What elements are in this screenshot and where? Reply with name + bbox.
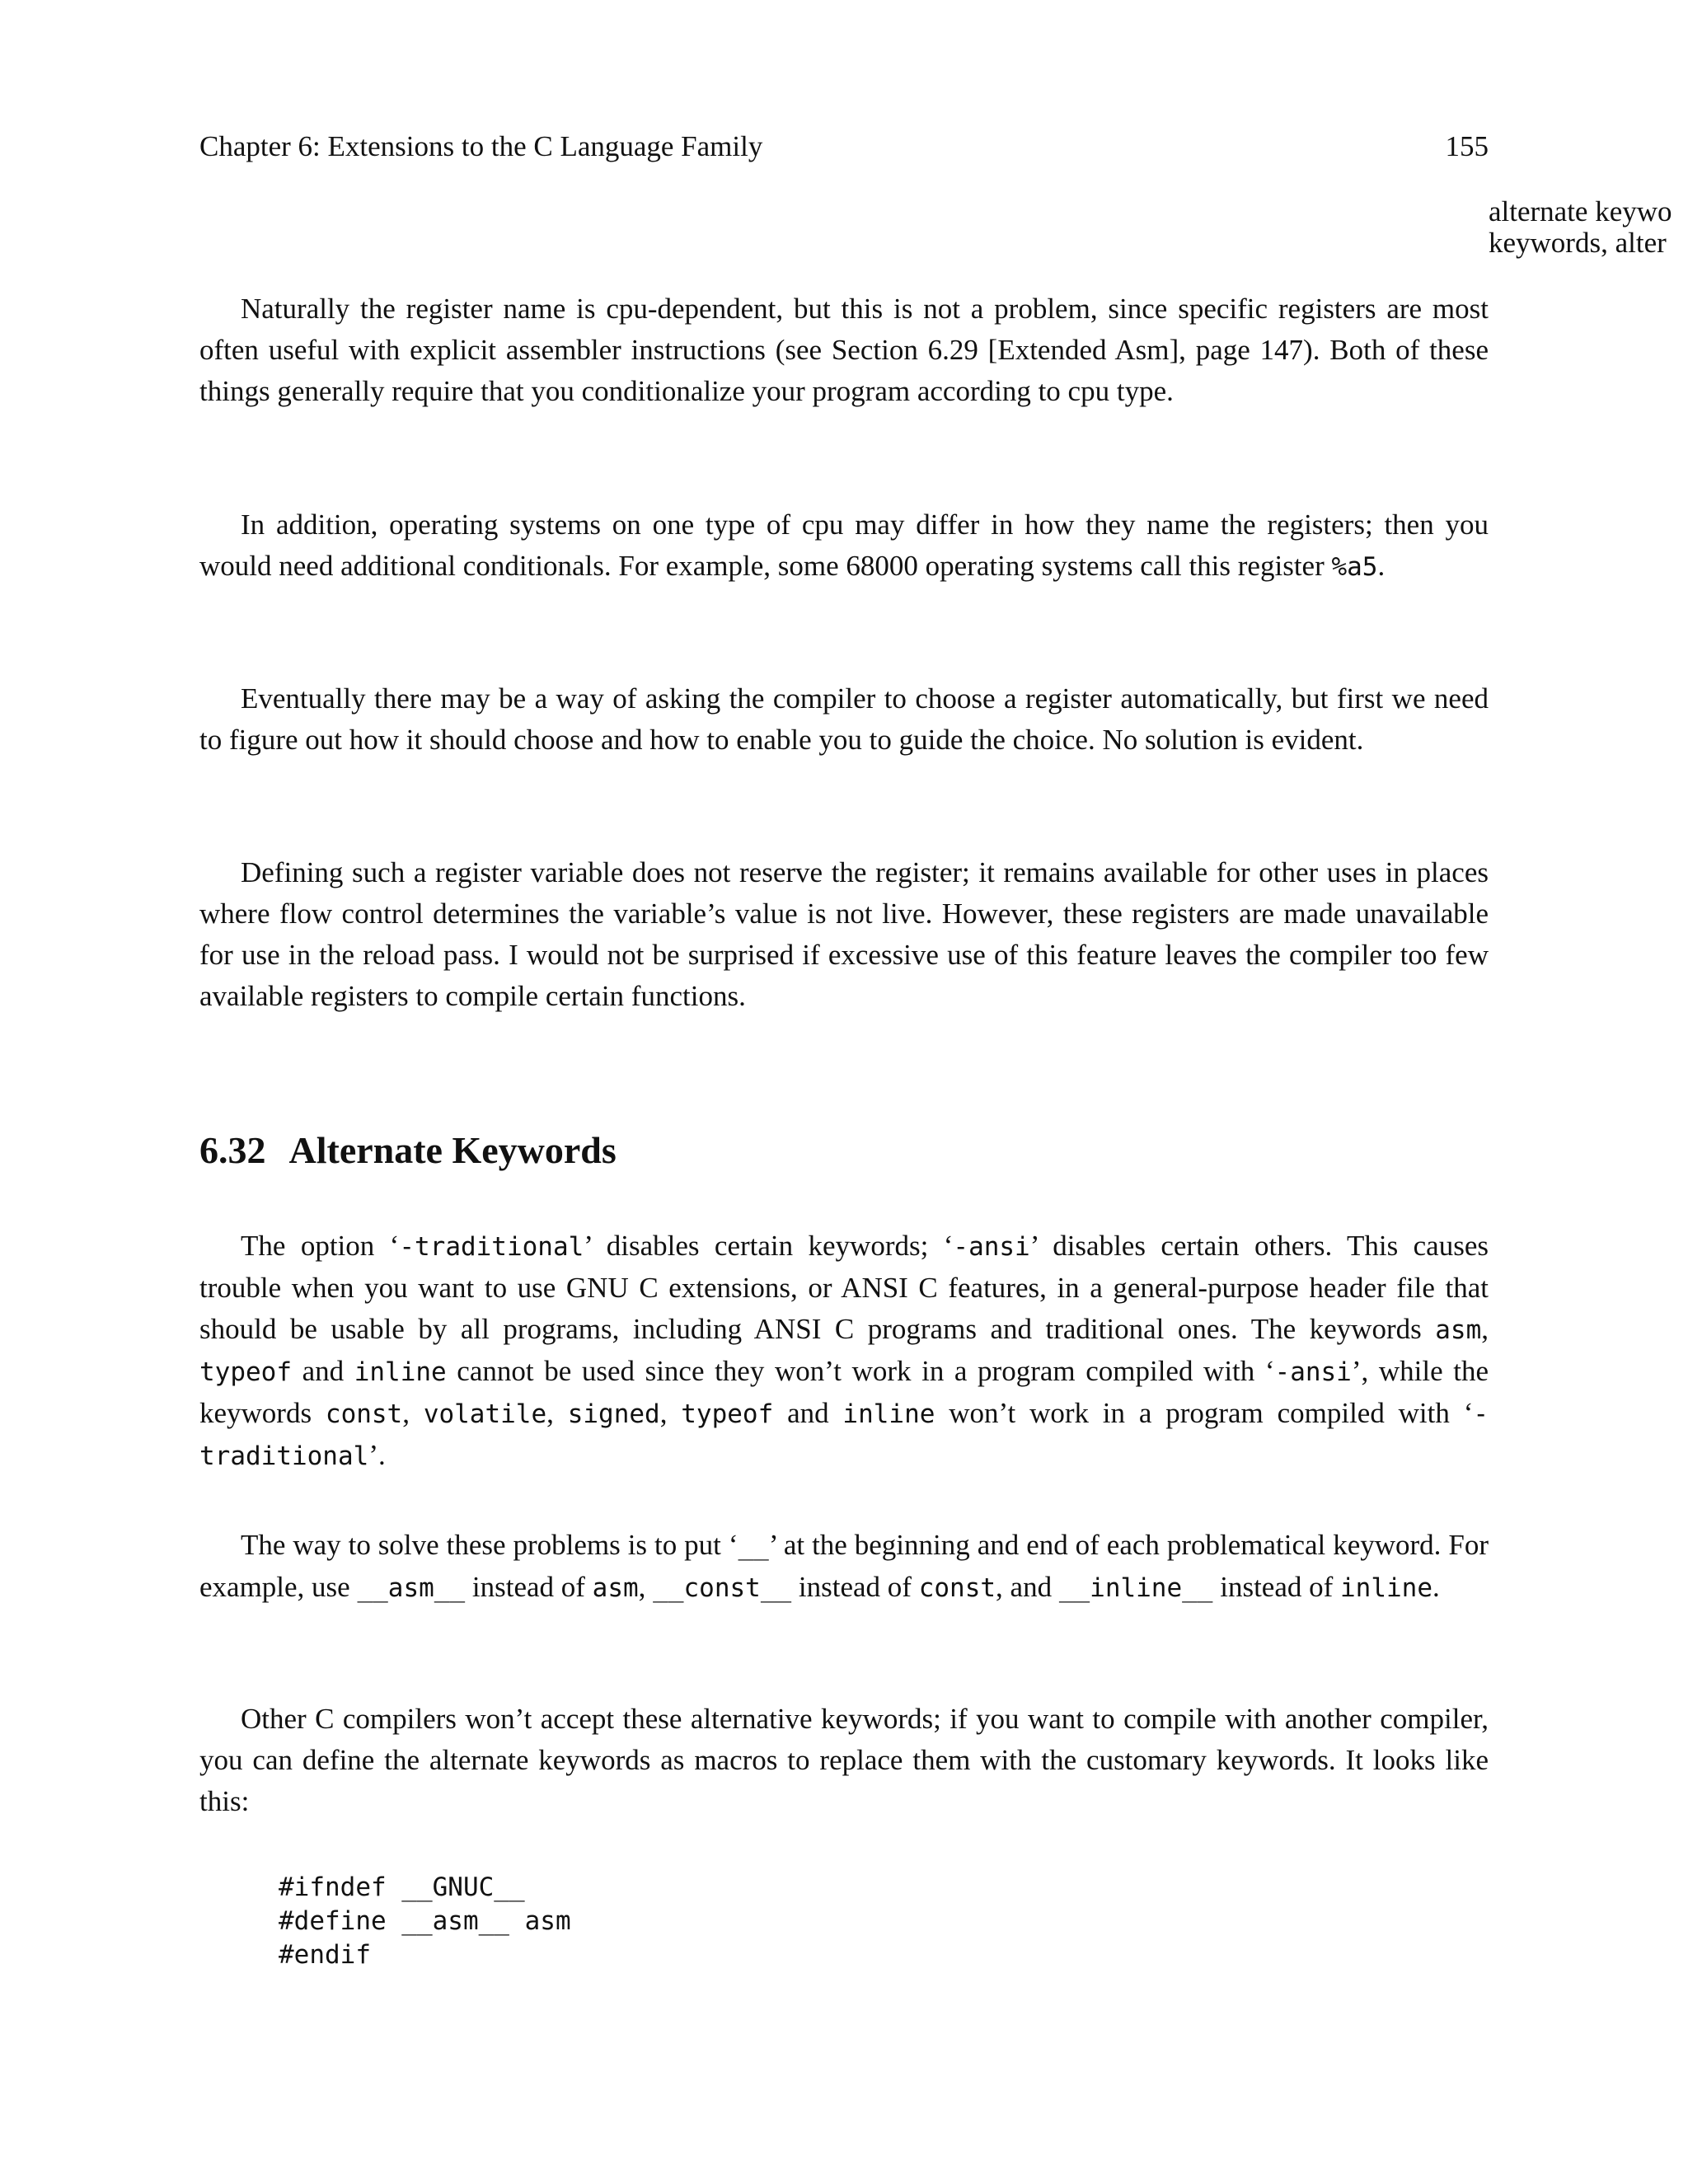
paragraph bbox=[199, 1699, 1489, 1822]
inline-code: __const__ bbox=[653, 1573, 792, 1603]
paragraph-text: ’, while the keywords bbox=[199, 1355, 1489, 1429]
section-heading bbox=[199, 1127, 617, 1174]
paragraph-text: , bbox=[638, 1571, 654, 1603]
paragraph-text: , bbox=[546, 1397, 568, 1429]
inline-code: typeof bbox=[199, 1357, 292, 1387]
code-line: #ifndef __GNUC__ bbox=[279, 1872, 525, 1902]
inline-code: inline bbox=[842, 1399, 935, 1429]
margin-note-line: alternate keywo bbox=[1489, 196, 1672, 227]
paragraph-text: . bbox=[1432, 1571, 1440, 1603]
paragraph-text: ’. bbox=[368, 1439, 386, 1471]
paragraph-text: . bbox=[1377, 550, 1386, 582]
inline-code: typeof bbox=[681, 1399, 774, 1429]
inline-code: inline bbox=[1340, 1573, 1432, 1603]
paragraph bbox=[199, 1226, 1489, 1477]
inline-code: -ansi bbox=[953, 1232, 1030, 1262]
inline-code: __asm__ bbox=[357, 1573, 466, 1603]
paragraph-text: Eventually there may be a way of asking the compiler to choose a register automatically, but first we need to figure out how it should choose and how to enable you to guide the choice. No solution is evident. bbox=[199, 682, 1489, 756]
margin-note-line: keywords, alter bbox=[1489, 227, 1667, 259]
paragraph-text: The way to solve these problems is to put ‘ bbox=[241, 1529, 738, 1561]
paragraph-text: , bbox=[1481, 1313, 1489, 1345]
inline-code: __ bbox=[738, 1531, 769, 1561]
inline-code: const bbox=[918, 1573, 996, 1603]
inline-code: -traditional bbox=[399, 1232, 584, 1262]
paragraph-text: instead of bbox=[465, 1571, 593, 1603]
inline-code: __inline__ bbox=[1058, 1573, 1213, 1603]
paragraph-text: ’ disables certain keywords; ‘ bbox=[584, 1230, 954, 1262]
inline-code: volatile bbox=[423, 1399, 547, 1429]
paragraph-text: , bbox=[659, 1397, 682, 1429]
paragraph-text: ’ disables certain others. This causes trouble when you want to use GNU C extensions, or ANSI C features, in a general-purpose header file that should be usable by all programs, including ANSI C programs and traditional ones. The keywords bbox=[199, 1230, 1489, 1345]
code-line: #endif bbox=[279, 1940, 371, 1970]
inline-code: asm bbox=[592, 1573, 639, 1603]
inline-code: asm bbox=[1435, 1315, 1482, 1345]
paragraph-text: ’ at the beginning and end of each problematical keyword. For example, use bbox=[199, 1529, 1489, 1603]
paragraph-text: and bbox=[773, 1397, 843, 1429]
inline-code: %a5 bbox=[1331, 552, 1378, 582]
paragraph-text: Naturally the register name is cpu-dependent, but this is not a problem, since specific registers are most often useful with explicit assembler instructions (see Section 6.29 [Extended Asm], page 147). Both of these things generally require that you conditionalize your program according to cpu type. bbox=[199, 293, 1489, 407]
paragraph-text: won’t work in a program compiled with ‘ bbox=[935, 1397, 1474, 1429]
paragraph-text: , bbox=[402, 1397, 424, 1429]
inline-code: signed bbox=[567, 1399, 660, 1429]
running-header bbox=[199, 129, 1489, 165]
paragraph-text: Defining such a register variable does not reserve the register; it remains available for other uses in places where flow control determines the variable’s value is not live. However, these registers are made unavailable for use in the reload pass. I would not be surprised if excessive use of this feature leaves the compiler too few available registers to compile certain functions. bbox=[199, 856, 1489, 1012]
paragraph-text: cannot be used since they won’t work in a program compiled with ‘ bbox=[446, 1355, 1275, 1387]
paragraph-text: Other C compilers won’t accept these alternative keywords; if you want to compile with another compiler, you can define the alternate keywords as macros to replace them with the customary keywords. It looks like this: bbox=[199, 1703, 1489, 1817]
paragraph-text: instead of bbox=[1212, 1571, 1341, 1603]
paragraph-text: and bbox=[291, 1355, 354, 1387]
code-line: #define __asm__ asm bbox=[279, 1906, 571, 1936]
paragraph bbox=[199, 678, 1489, 761]
paragraph bbox=[199, 288, 1489, 412]
inline-code: const bbox=[325, 1399, 403, 1429]
paragraph bbox=[199, 852, 1489, 1017]
margin-index-note bbox=[1489, 196, 1688, 259]
paragraph-text: instead of bbox=[791, 1571, 919, 1603]
paragraph bbox=[199, 504, 1489, 588]
paragraph-text: In addition, operating systems on one type of cpu may differ in how they name the registers; then you would need additional conditionals. For example, some 68000 operating systems call this register bbox=[199, 509, 1489, 582]
inline-code: -traditional bbox=[199, 1399, 1489, 1471]
inline-code: inline bbox=[354, 1357, 447, 1387]
code-example bbox=[279, 1871, 571, 1972]
paragraph-text: , and bbox=[996, 1571, 1059, 1603]
chapter-title: Chapter 6: Extensions to the C Language Family bbox=[199, 130, 763, 162]
inline-code: -ansi bbox=[1274, 1357, 1352, 1387]
paragraph bbox=[199, 1525, 1489, 1609]
section-number: 6.32 bbox=[199, 1129, 266, 1171]
section-title: Alternate Keywords bbox=[288, 1129, 617, 1171]
page-number: 155 bbox=[1445, 130, 1489, 162]
paragraph-text: The option ‘ bbox=[241, 1230, 400, 1262]
